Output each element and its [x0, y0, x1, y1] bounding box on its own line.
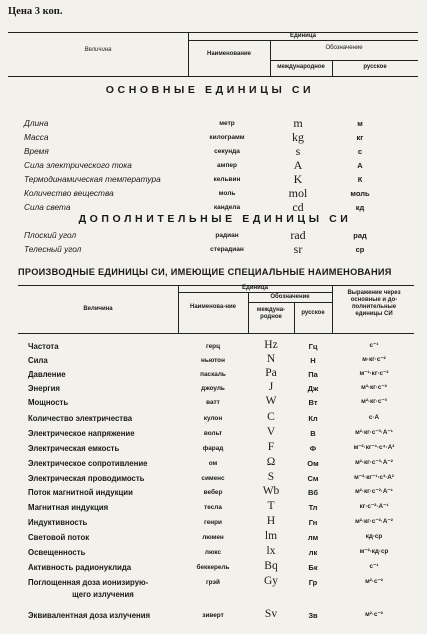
intl-symbol: H [266, 515, 276, 527]
rus-symbol: лм [307, 533, 319, 542]
quantity-name: Телесный угол [24, 244, 82, 254]
rus-symbol: Бк [308, 563, 318, 572]
table-row [0, 517, 427, 530]
intl-symbol: F [267, 441, 275, 453]
rus-symbol: Н [310, 356, 316, 365]
rus-symbol: Ом [307, 459, 319, 468]
rus-symbol: кд [355, 203, 365, 212]
unit-name: стерадиан [210, 246, 244, 253]
section-title-additional: ДОПОЛНИТЕЛЬНЫЕ ЕДИНИЦЫ СИ [78, 213, 352, 225]
intl-symbol: N [266, 353, 276, 365]
si-expression: с·А [368, 414, 380, 421]
rus-symbol: Дж [307, 384, 319, 393]
rule [332, 285, 333, 333]
intl-symbol: C [267, 411, 275, 423]
table-row [0, 443, 427, 456]
unit-name: люкс [204, 549, 222, 556]
intl-symbol: J [268, 381, 274, 393]
table-row [0, 174, 427, 187]
quantity-name: Время [24, 146, 49, 156]
rule [8, 76, 418, 77]
quantity-name: Давление [28, 370, 66, 379]
header-expression: Выражение через основные и до-полнительные единицы СИ [347, 290, 401, 317]
intl-symbol: sr [293, 242, 303, 256]
rus-symbol: Зв [308, 611, 318, 620]
header-russian: русское [363, 64, 387, 70]
table-row [0, 146, 427, 159]
rus-symbol: Тл [308, 503, 318, 512]
quantity-name: Эквивалентная доза излучения [28, 611, 151, 620]
quantity-name: Масса [24, 132, 49, 142]
intl-symbol: A [293, 158, 303, 172]
intl-symbol: V [266, 426, 276, 438]
unit-name: беккерель [196, 564, 230, 571]
si-expression: м²·с⁻² [365, 578, 383, 585]
rus-symbol: Па [308, 370, 318, 379]
intl-symbol: rad [290, 228, 306, 242]
quantity-name: Сила [28, 356, 48, 365]
unit-name: сименс [201, 475, 225, 482]
table-row [0, 487, 427, 500]
rus-symbol: А [357, 161, 363, 170]
intl-symbol: W [265, 395, 277, 407]
rus-symbol: Гн [308, 518, 318, 527]
unit-name: ампер [217, 162, 237, 169]
quantity-name: Сила электрического тока [24, 160, 132, 170]
table-row [0, 341, 427, 354]
rus-symbol: ср [355, 245, 365, 254]
rus-symbol: кг [356, 133, 364, 142]
rus-symbol: Гц [308, 342, 318, 351]
unit-name: фарад [202, 445, 224, 452]
quantity-name: Поток магнитной индукции [28, 488, 133, 497]
unit-name: вебер [203, 489, 223, 496]
si-expression: м²·кг·с⁻²·А⁻² [355, 518, 393, 525]
intl-symbol: cd [292, 200, 304, 214]
quantity-name: Поглощенная доза ионизирую- [28, 578, 149, 587]
si-expression: м⁻¹·кг·с⁻² [359, 370, 389, 377]
unit-name: паскаль [200, 371, 226, 378]
si-expression: кг·с⁻²·А⁻¹ [359, 503, 389, 510]
unit-name: ватт [206, 399, 220, 406]
quantity-name: Электрическое напряжение [28, 429, 135, 438]
unit-name: вольт [203, 430, 223, 437]
header-international: междуна-родное [256, 307, 286, 320]
unit-name: герц [205, 343, 221, 350]
si-expression: м·кг·с⁻² [362, 356, 386, 363]
quantity-name: Плоский угол [24, 230, 77, 240]
table-row [0, 562, 427, 575]
rus-symbol: м [357, 119, 363, 128]
rus-symbol: с [357, 147, 363, 156]
table-row [0, 458, 427, 471]
intl-symbol: S [267, 471, 275, 483]
rule [178, 285, 179, 333]
quantity-name: Длина [24, 118, 49, 128]
quantity-name: Освещенность [28, 548, 86, 557]
section-title-derived: ПРОИЗВОДНЫЕ ЕДИНИЦЫ СИ, ИМЕЮЩИЕ СПЕЦИАЛЬНЫЕ НАИМЕНОВАНИЯ [18, 267, 392, 277]
quantity-name: Сила света [24, 202, 71, 212]
intl-symbol: Pa [265, 367, 277, 379]
intl-symbol: Hz [264, 339, 278, 351]
rus-symbol: В [310, 429, 316, 438]
unit-name: ньютон [201, 357, 225, 364]
si-expression: м⁻²·кд·ср [359, 548, 389, 555]
rus-symbol: См [307, 474, 319, 483]
quantity-name: Активность радионуклида [28, 563, 132, 572]
header-unit: Единица [242, 285, 268, 291]
table1-header [0, 28, 427, 78]
si-expression: с⁻¹ [369, 342, 379, 349]
table-row [0, 532, 427, 545]
si-expression: м²·кг·с⁻² [361, 384, 387, 391]
header-unit: Единица [290, 33, 316, 39]
si-expression: м²·кг·с⁻³·А⁻² [355, 459, 393, 466]
intl-symbol: T [267, 500, 275, 512]
rus-symbol: Ф [309, 444, 317, 453]
si-expression: м²·кг·с⁻³·А⁻¹ [355, 429, 393, 436]
quantity-name: Магнитная индукция [28, 503, 109, 512]
table-row [0, 160, 427, 173]
quantity-name: Количество вещества [24, 188, 114, 198]
rus-symbol: рад [353, 231, 367, 240]
unit-name: секунда [214, 148, 240, 155]
intl-symbol: Ω [266, 456, 276, 468]
unit-name: метр [219, 120, 235, 127]
intl-symbol: K [293, 172, 303, 186]
quantity-name: Термодинамическая температура [24, 174, 161, 184]
intl-symbol: Sv [264, 608, 278, 620]
header-international: международное [277, 64, 325, 70]
table-row [0, 230, 427, 243]
rus-symbol: Гр [308, 578, 318, 587]
si-expression: кд·ср [365, 533, 383, 540]
table-row [0, 355, 427, 368]
header-designation: Обозначение [270, 294, 310, 300]
intl-symbol: m [293, 116, 303, 130]
header-name: Наименова-ние [189, 304, 237, 310]
rule [18, 333, 414, 334]
intl-symbol: lm [264, 530, 278, 542]
rule [178, 292, 332, 293]
unit-name: ом [208, 460, 218, 467]
si-expression: м²·кг·с⁻²·А⁻¹ [355, 488, 393, 495]
table-row [0, 383, 427, 396]
table-row [0, 547, 427, 560]
intl-symbol: mol [288, 186, 308, 200]
quantity-name: Электрическое сопротивление [28, 459, 148, 468]
header-quantity: Величина [83, 306, 113, 312]
table-row [0, 369, 427, 382]
rus-symbol: лк [308, 548, 318, 557]
unit-name: моль [218, 190, 236, 197]
header-russian: русское [301, 310, 325, 316]
quantity-name-continued: щего излучения [72, 590, 134, 599]
unit-name: грэй [206, 579, 220, 586]
unit-name: джоуль [201, 385, 225, 392]
header-name: Наименование [206, 51, 252, 57]
table-row [0, 132, 427, 145]
quantity-name: Электрическая емкость [28, 444, 120, 453]
si-expression: м⁻²·кг⁻¹·с³·А² [354, 474, 394, 481]
intl-symbol: Wb [262, 485, 280, 497]
price-label: Цена 3 коп. [8, 6, 63, 17]
quantity-name: Энергия [28, 384, 60, 393]
unit-name: килограмм [209, 134, 245, 141]
table-row [0, 244, 427, 257]
table-row [0, 188, 427, 201]
intl-symbol: Bq [264, 560, 278, 572]
quantity-name: Частота [28, 342, 59, 351]
header-quantity: Величина [84, 47, 112, 53]
rule [294, 302, 295, 333]
unit-name: генри [204, 519, 222, 526]
si-expression: м²·кг·с⁻³ [361, 398, 387, 405]
table-row [0, 577, 427, 603]
unit-name: радиан [215, 232, 239, 239]
table-row [0, 502, 427, 515]
table-row [0, 473, 427, 486]
rus-symbol: Вб [307, 488, 319, 497]
rus-symbol: К [357, 175, 363, 184]
quantity-name: Световой поток [28, 533, 90, 542]
table-row [0, 428, 427, 441]
unit-name: кельвин [213, 176, 241, 183]
quantity-name: Количество электричества [28, 414, 133, 423]
unit-name: кандела [213, 204, 241, 211]
table-row [0, 397, 427, 410]
rule [188, 40, 418, 41]
section-title-basic: ОСНОВНЫЕ ЕДИНИЦЫ СИ [105, 84, 315, 96]
rus-symbol: Вт [308, 398, 318, 407]
rus-symbol: Кл [308, 414, 318, 423]
quantity-name: Электрическая проводимость [28, 474, 145, 483]
si-expression: м⁻²·кг⁻¹·с⁴·А² [353, 444, 395, 451]
intl-symbol: lx [266, 545, 276, 557]
unit-name: зиверт [202, 612, 224, 619]
rule [248, 302, 332, 303]
quantity-name: Мощность [28, 398, 69, 407]
header-designation: Обозначение [325, 45, 363, 51]
intl-symbol: Gy [263, 575, 279, 587]
table-row [0, 118, 427, 131]
si-expression: с⁻¹ [369, 563, 379, 570]
unit-name: люмен [202, 534, 224, 541]
table-row [0, 610, 427, 623]
table-row [0, 413, 427, 426]
intl-symbol: s [295, 144, 301, 158]
intl-symbol: kg [292, 130, 304, 144]
rus-symbol: моль [350, 189, 370, 198]
quantity-name: Индуктивность [28, 518, 88, 527]
rule [270, 60, 418, 61]
unit-name: тесла [204, 504, 222, 511]
unit-name: кулон [203, 415, 223, 422]
si-expression: м²·с⁻² [365, 611, 383, 618]
